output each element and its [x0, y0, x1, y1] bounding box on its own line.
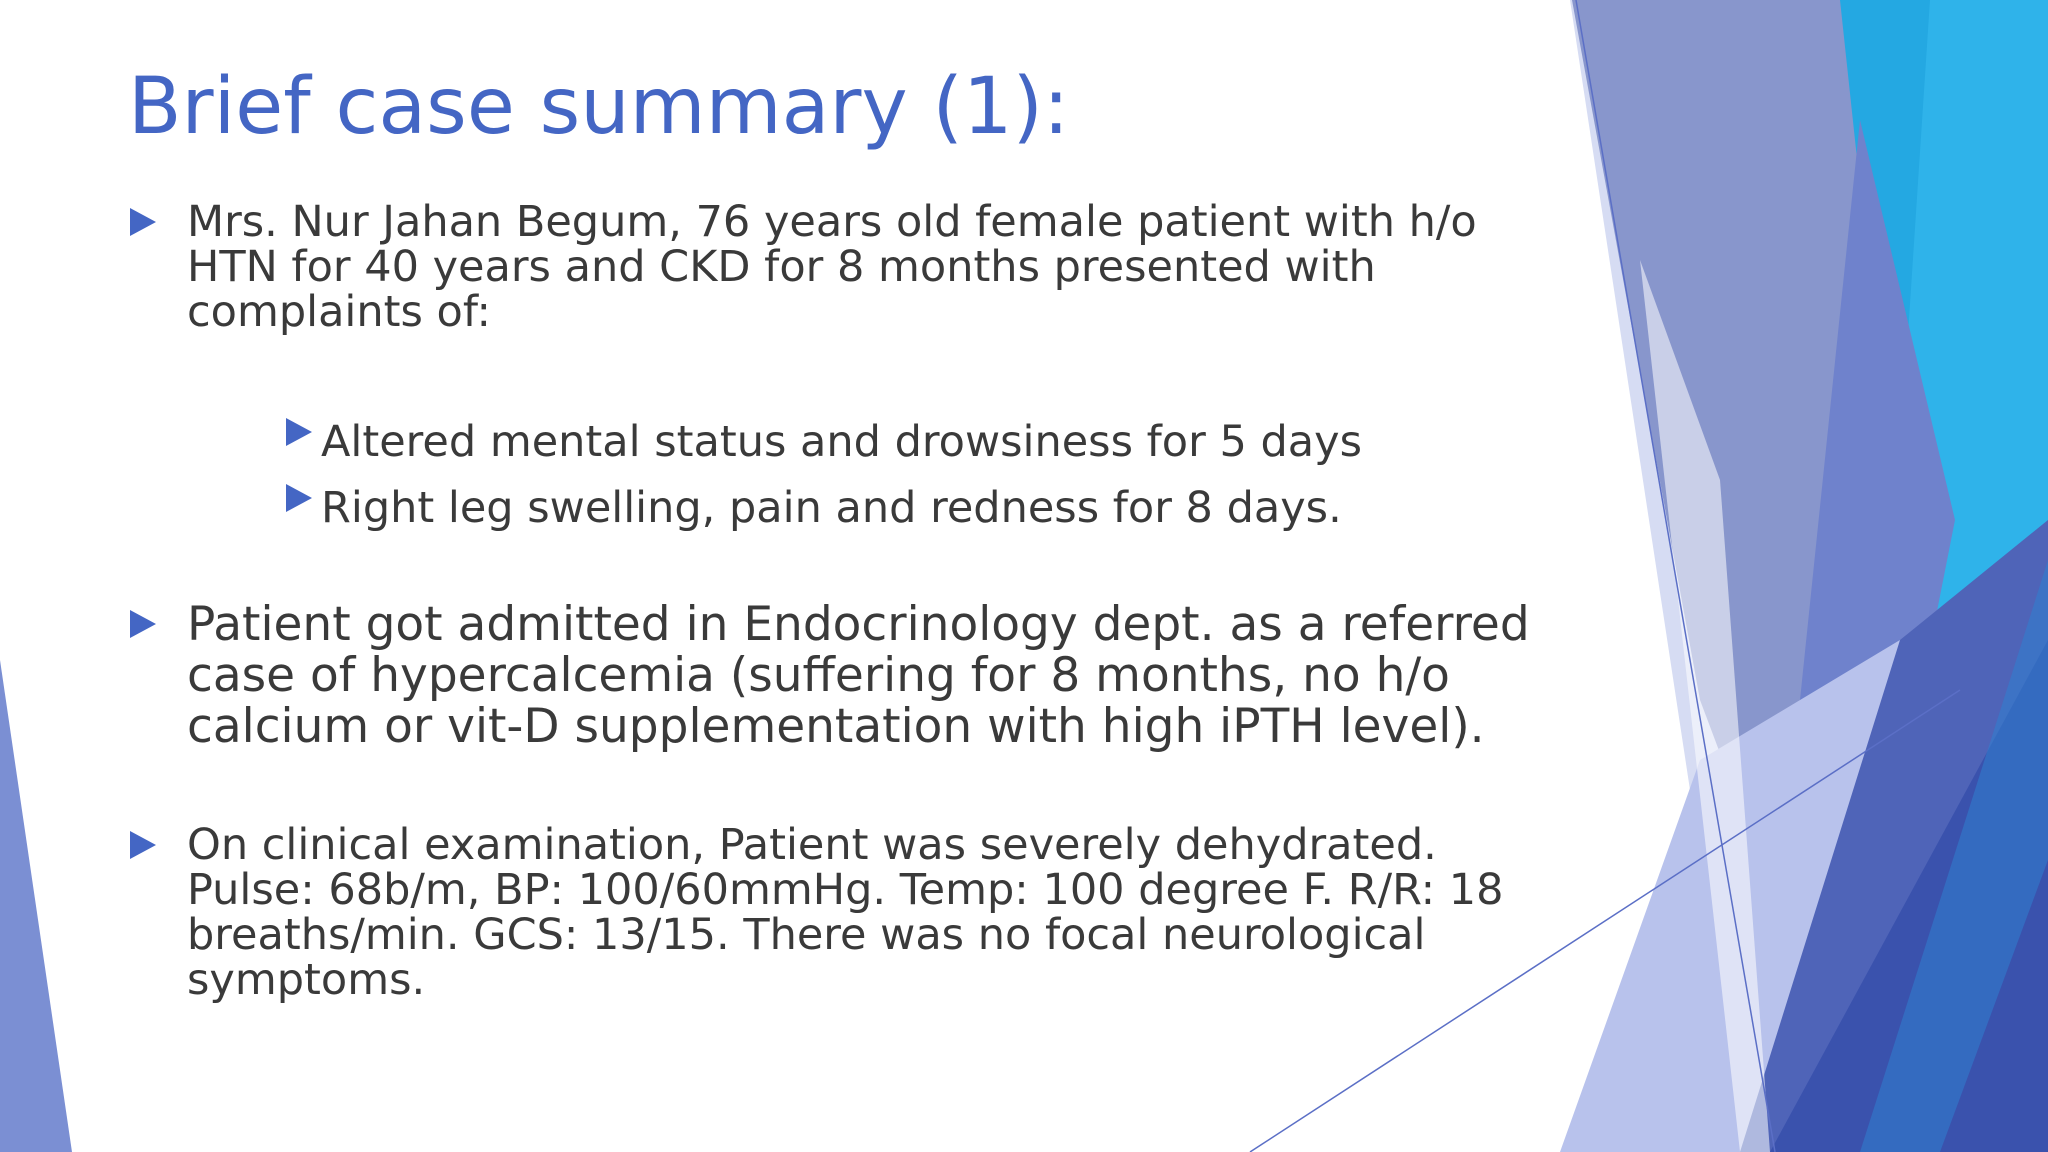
triangle-bullet-icon: [130, 831, 156, 859]
left-edge-shape: [0, 660, 72, 1152]
bullet-item-admission: [130, 599, 1550, 752]
bullet-text: Mrs. Nur Jahan Begum, 76 years old female patient with h/o HTN for 40 years and CKD for 8 months presented with complaints of:: [187, 197, 1477, 337]
slide-title: Brief case summary (1):: [128, 62, 1070, 152]
triangle-bullet-icon: [130, 610, 156, 638]
sub-bullet-item-leg-swelling: [286, 475, 1550, 541]
triangle-bullet-icon: [286, 418, 312, 446]
bullet-text: On clinical examination, Patient was severely dehydrated. Pulse: 68b/m, BP: 100/60mmHg. Temp: 100 degree F. R/R: 18 breaths/min. GCS: 13/15. There was no focal neurological symptoms.: [187, 820, 1504, 1005]
triangle-bullet-icon: [130, 208, 156, 236]
bullet-text: Patient got admitted in Endocrinology dept. as a referred case of hypercalcemia (suffering for 8 months, no h/o calcium or vit-D supplementation with high iPTH level).: [187, 597, 1530, 754]
sub-bullet-text: Right leg swelling, pain and redness for 8 days.: [321, 483, 1342, 533]
sub-bullet-text: Altered mental status and drowsiness for 5 days: [321, 417, 1362, 467]
sub-bullet-item-mental-status: [286, 409, 1550, 475]
bullet-item-clinical-exam: [130, 820, 1550, 1005]
slide-content: [130, 197, 1550, 1005]
bullet-item-patient-history: [130, 197, 1550, 337]
triangle-bullet-icon: [286, 484, 312, 512]
